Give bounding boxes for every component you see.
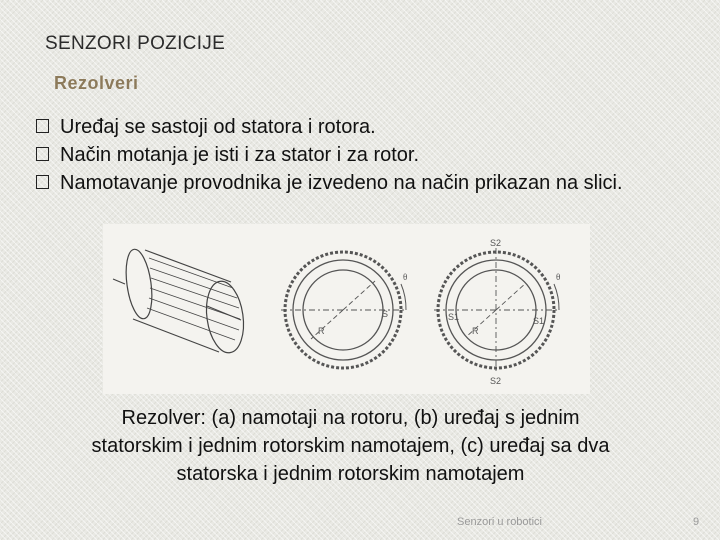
resolver-two-stator-drawing <box>434 248 559 372</box>
bullet-item <box>36 169 696 197</box>
angle-label-theta: θ <box>403 272 408 282</box>
checkbox-bullet-icon <box>36 175 49 189</box>
bullet-text: Uređaj se sastoji od statora i rotora. <box>60 116 376 138</box>
stator-label-s: S <box>382 309 389 319</box>
footer-text: Senzori u robotici <box>457 516 542 528</box>
bullet-list <box>36 113 696 197</box>
bullet-text: Način motanja je isti i za stator i za rotor. <box>60 144 420 166</box>
stator-label-s1-right: S1 <box>533 316 545 326</box>
slide-title: SENZORI POZICIJE <box>45 33 226 54</box>
resolver-figure <box>103 224 590 394</box>
rotor-label-r: R <box>318 326 325 336</box>
stator-label-s1-left: S1 <box>448 312 460 322</box>
stator-label-s2-bottom: S2 <box>490 376 502 386</box>
bullet-item <box>36 141 696 169</box>
bullet-item <box>36 113 696 141</box>
rotor-label-r-c: R <box>472 326 479 336</box>
stator-label-s2-top: S2 <box>490 238 502 248</box>
angle-label-theta-c: θ <box>556 272 561 282</box>
resolver-diagram <box>103 224 590 394</box>
rotor-cylinder-drawing <box>113 248 248 355</box>
page-number: 9 <box>693 516 700 528</box>
checkbox-bullet-icon <box>36 119 49 133</box>
slide-subtitle: Rezolveri <box>54 73 139 93</box>
bullet-text: Namotavanje provodnika je izvedeno na način prikazan na slici. <box>60 172 623 194</box>
figure-caption: Rezolver: (a) namotaji na rotoru, (b) uređaj s jednim statorskim i jednim rotorskim namotajem, (c) uređaj sa dva statorska i jednim rotorskim namotajem <box>91 407 610 485</box>
checkbox-bullet-icon <box>36 147 49 161</box>
